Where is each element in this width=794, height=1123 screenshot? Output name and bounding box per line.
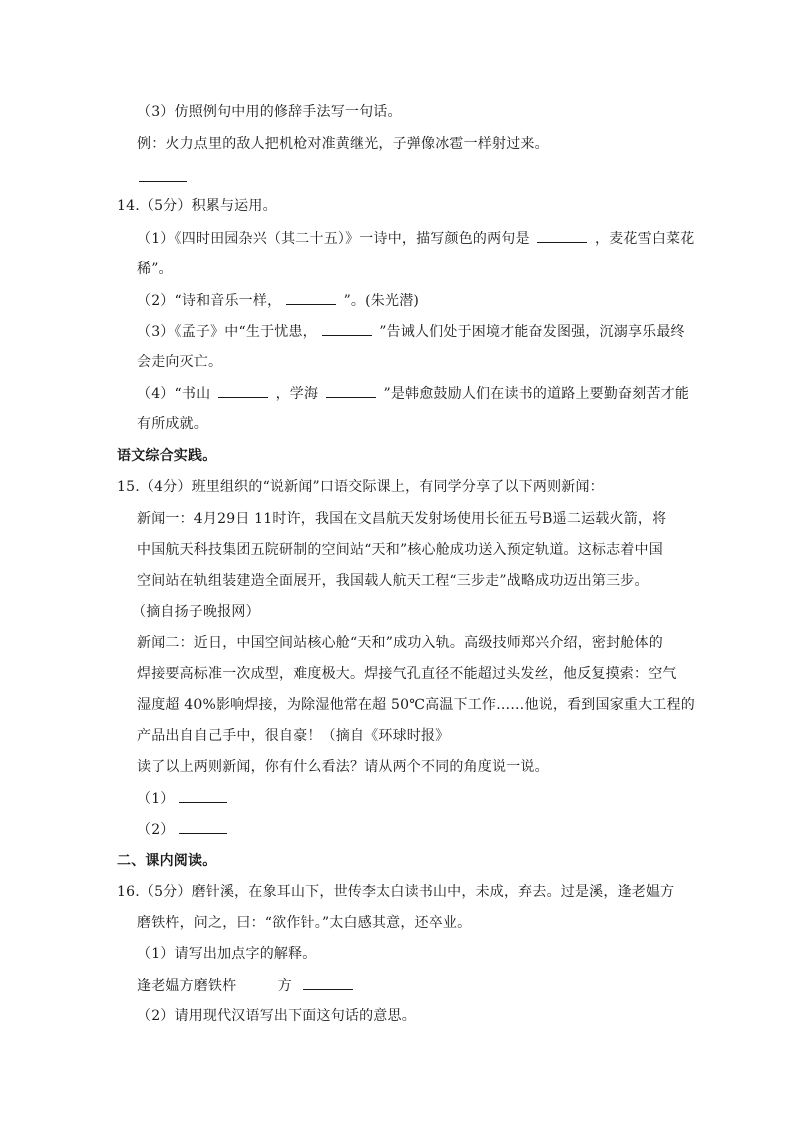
section-reading-heading: [117, 851, 216, 871]
q14-item4-blank-1[interactable]: [218, 383, 268, 398]
q15-news1-line3-text: 空间站在轨组装建造全面展开，我国载人航天工程“三步走”战略成功迈出第三步。: [137, 573, 649, 589]
q16-line2-text: 磨铁杵，问之，曰：“欲作针。”太白感其意，还卒业。: [137, 915, 472, 931]
q13-part3: [137, 102, 402, 122]
q14-item4-text-a: （4）“书山: [137, 386, 211, 402]
section-practice-text: 语文综合实践。: [117, 448, 217, 464]
q14-item2-blank[interactable]: [286, 290, 336, 305]
q13-example-text: 例：火力点里的敌人把机枪对准黄继光，子弹像冰雹一样射过来。: [137, 136, 549, 152]
q14-item3: [137, 321, 685, 342]
q15-news1-source-text: （摘自扬子晚报网）: [132, 604, 260, 620]
q14-title: [117, 196, 277, 216]
q14-item4-blank-2[interactable]: [326, 383, 376, 398]
q14-item4-text-d: 有所成就。: [137, 416, 208, 432]
q14-item2: [137, 290, 419, 311]
q14-item3-blank[interactable]: [322, 321, 372, 336]
q16-phrase-text: 逢老媪方磨铁杵: [137, 978, 237, 994]
q15-answer-2-blank[interactable]: [179, 819, 227, 834]
q13-answer-blank[interactable]: [139, 181, 187, 182]
q15-news1-line1: [137, 509, 666, 529]
q16-char-text: 方: [277, 978, 292, 994]
q15-news1-line3: [137, 571, 649, 591]
q15-question-text: 读了以上两则新闻，你有什么看法？请从两个不同的角度说一说。: [137, 759, 549, 775]
q15-answer-1-blank[interactable]: [179, 788, 227, 803]
q14-item1-blank[interactable]: [537, 228, 587, 243]
q16-sub2-text: （2）请用现代汉语写出下面这句话的意思。: [137, 1008, 416, 1024]
q16-line2: [137, 913, 471, 933]
q15-news2-line3: [137, 695, 695, 715]
q14-item1-cont: [137, 259, 173, 279]
q16-line1-text: 16.（5分）磨针溪，在象耳山下，世传李太白读书山中，未成，弃去。过是溪，逢老媪方: [117, 884, 675, 900]
q16-char-blank[interactable]: [303, 975, 353, 990]
q14-item3-text-c: 会走向灭亡。: [137, 354, 223, 370]
q13-example: [137, 134, 549, 154]
q15-question: [137, 757, 549, 777]
q14-title-text: 14.（5分）积累与运用。: [117, 198, 277, 214]
section-practice-heading: [117, 446, 216, 466]
q15-answer-2: [137, 819, 227, 840]
q15-title: [117, 477, 604, 497]
q15-news2-line4-text: 产品出自自己手中，很自豪！（摘自《环球时报》: [137, 728, 450, 744]
q15-news2-line4: [137, 726, 449, 746]
q15-answer-2-label: （2）: [137, 822, 175, 838]
q15-news2-line3-text: 湿度超 40%影响焊接，为除湿他常在超 50℃高温下工作……他说，看到国家重大工程的: [137, 697, 695, 713]
q15-title-text: 15.（4分）班里组织的“说新闻”口语交际课上，有同学分享了以下两则新闻：: [117, 479, 604, 495]
q14-item4-text-b: ，学海: [275, 386, 319, 402]
q16-sub2: [137, 1006, 416, 1026]
q14-item1: [137, 228, 694, 249]
q14-item3-cont: [137, 352, 222, 372]
q14-item4-text-c: ”是韩愈鼓励人们在读书的道路上要勤奋刻苦才能: [383, 386, 690, 402]
q14-item2-text-b: ”。(朱光潜): [343, 293, 420, 309]
q14-item3-text-b: ”告诫人们处于困境才能奋发图强，沉溺享乐最终: [379, 324, 685, 340]
q14-item1-text-a: （1）《四时田园杂兴（其二十五）》一诗中，描写颜色的两句是: [137, 231, 530, 247]
q13-part3-text: （3）仿照例句中用的修辞手法写一句话。: [137, 104, 402, 120]
q15-news2-line1-text: 新闻二：近日，中国空间站核心舱“天和”成功入轨。高级技师郑兴介绍，密封舱体的: [137, 635, 663, 651]
q15-news2-line1: [137, 633, 663, 653]
q14-item4-cont: [137, 414, 208, 434]
q15-news1-source: [132, 602, 260, 622]
q14-item1-text-c: 稀”。: [137, 261, 173, 277]
q15-answer-1-label: （1）: [137, 791, 175, 807]
q14-item4: [137, 383, 689, 404]
q14-item1-text-b: ，麦花雪白菜花: [595, 231, 695, 247]
q15-news1-line1-text: 新闻一：4月29日 11时许，我国在文昌航天发射场使用长征五号B遥二运载火箭，将: [137, 511, 667, 527]
q16-sub1-text: （1）请写出加点字的解释。: [137, 946, 317, 962]
q15-news1-line2: [137, 540, 663, 560]
q16-sub1: [137, 944, 317, 964]
q16-line1: [117, 882, 674, 902]
q15-news2-line2: [137, 664, 677, 684]
q14-item2-text-a: （2）“诗和音乐一样，: [137, 293, 282, 309]
section-reading-text: 二、课内阅读。: [117, 853, 217, 869]
q14-item3-text-a: （3）《孟子》中“生于忧患，: [137, 324, 317, 340]
q15-news2-line2-text: 焊接要高标准一次成型，难度极大。焊接气孔直径不能超过头发丝，他反复摸索：空气: [137, 666, 677, 682]
q15-news1-line2-text: 中国航天科技集团五院研制的空间站“天和”核心舱成功送入预定轨道。这标志着中国: [137, 542, 663, 558]
q15-answer-1: [137, 788, 227, 809]
q16-phrase-row: [137, 975, 356, 996]
